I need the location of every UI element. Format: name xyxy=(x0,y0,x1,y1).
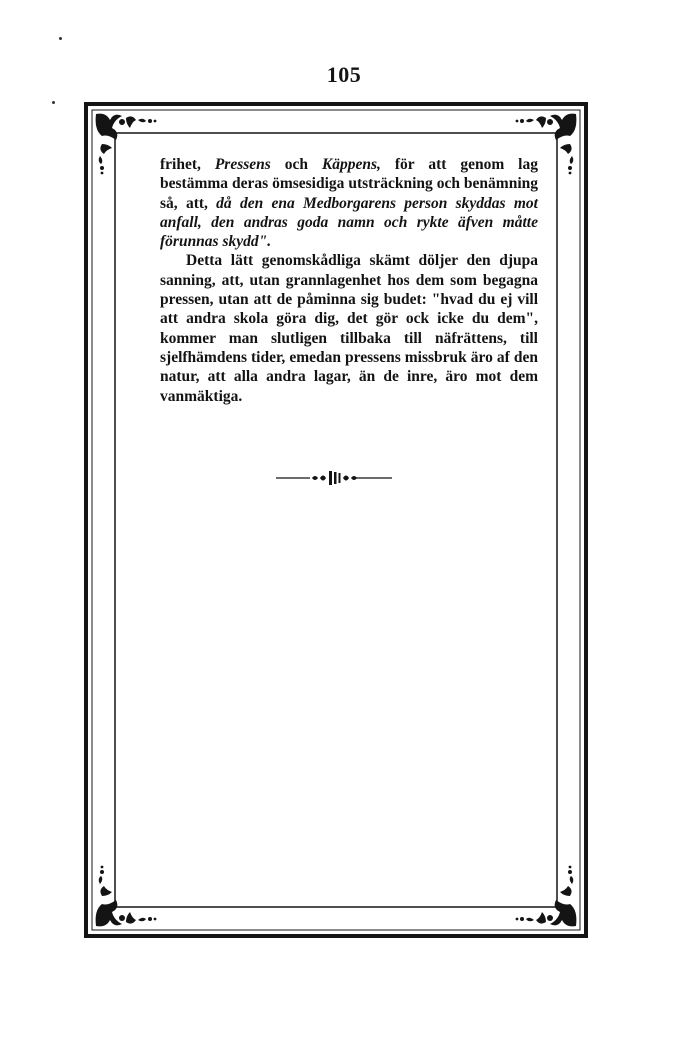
text-run: frihet, xyxy=(160,156,215,173)
text-run: för att genom lag bestämma deras ömsesidiga utsträckning och benämning så, att, xyxy=(160,156,538,212)
body-text xyxy=(160,155,538,406)
italic-run: Käppens, xyxy=(321,156,381,173)
section-end-ornament xyxy=(276,471,392,485)
corner-ornament-top-left xyxy=(96,114,157,175)
paragraph: Detta lätt genomskådliga skämt döljer den djupa sanning, att, utan grannlagenhet hos dem som begagna pressen, utan att de påminna sig budet: "hvad du ej vill att andra skola göra dig, det gör ock icke du dem", kommer man slutligen tillbaka till näfrättens, till sjelfhämdens tider, emedan pressens missbruk äro af den natur, att alla andra lagar, än de inre, äro mot dem vanmäktiga. xyxy=(160,252,538,405)
text-run: och xyxy=(270,156,322,173)
paragraph-continuation xyxy=(160,155,538,251)
corner-ornament-bottom-right xyxy=(516,866,577,927)
page-number: 105 xyxy=(326,62,362,87)
italic-run: Pressens xyxy=(214,156,271,173)
corner-ornament-bottom-left xyxy=(96,866,157,927)
italic-run: då den ena Medborgarens person skyddas mot anfall, den andras goda namn och rykte äfven måtte förunnas skydd". xyxy=(160,194,538,251)
